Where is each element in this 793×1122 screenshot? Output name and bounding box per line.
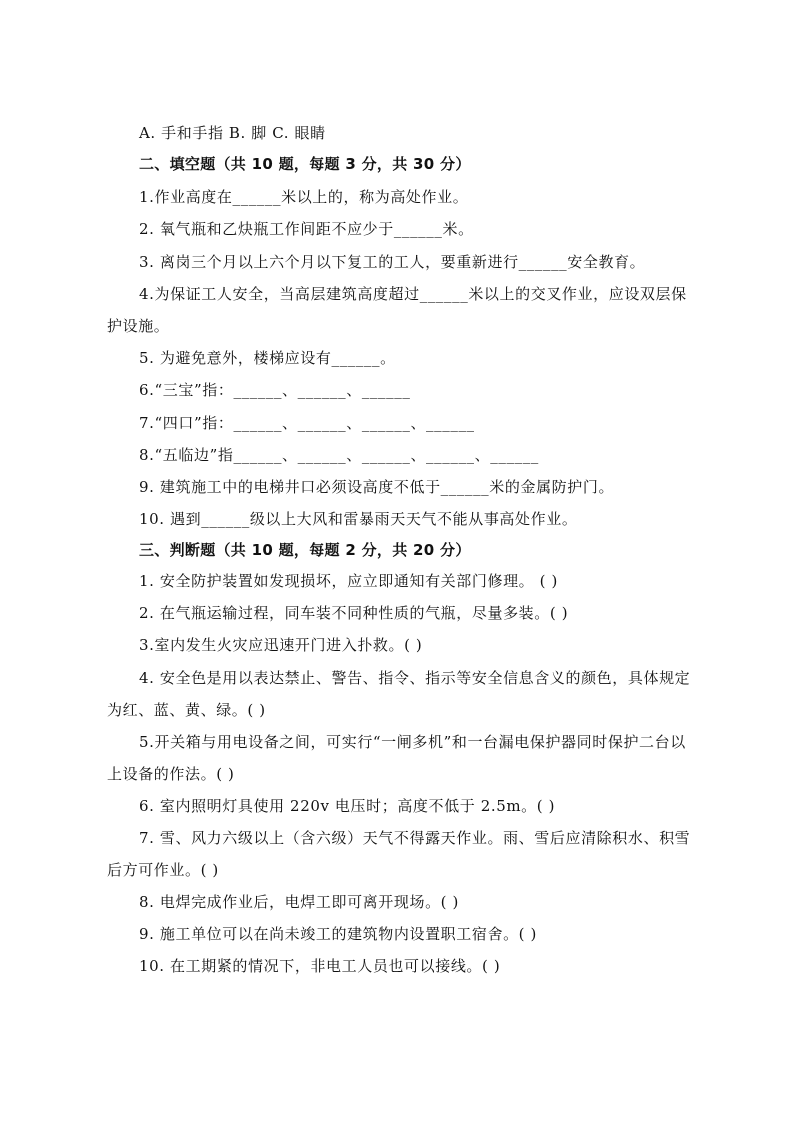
judge-question-7-cont: 后方可作业。( ) <box>107 861 219 879</box>
judge-question-3: 3.室内发生火灾应迅速开门进入扑救。( ) <box>139 636 423 654</box>
fill-question-4: 4.为保证工人安全，当高层建筑高度超过______米以上的交叉作业，应设双层保 <box>139 285 687 303</box>
judge-question-6: 6. 室内照明灯具使用 220v 电压时；高度不低于 2.5m。( ) <box>139 797 556 815</box>
fill-question-1: 1.作业高度在______米以上的，称为高处作业。 <box>139 188 469 206</box>
judge-question-2: 2. 在气瓶运输过程，同车装不同种性质的气瓶，尽量多装。( ) <box>139 604 569 622</box>
judge-question-1: 1. 安全防护装置如发现损坏，应立即通知有关部门修理。 ( ) <box>139 572 558 590</box>
fill-question-8: 8.“五临边”指______、______、______、______、______ <box>139 446 539 464</box>
judge-question-10: 10. 在工期紧的情况下，非电工人员也可以接线。( ) <box>139 957 501 975</box>
fill-question-7: 7.“四口”指：______、______、______、______ <box>139 414 475 432</box>
fill-question-4-cont: 护设施。 <box>107 317 170 335</box>
judge-question-8: 8. 电焊完成作业后，电焊工即可离开现场。( ) <box>139 893 459 911</box>
judge-question-9: 9. 施工单位可以在尚未竣工的建筑物内设置职工宿舍。( ) <box>139 925 537 943</box>
fill-question-10: 10. 遇到______级以上大风和雷暴雨天天气不能从事高处作业。 <box>139 510 578 528</box>
judge-question-5: 5.开关箱与用电设备之间，可实行“一闸多机”和一台漏电保护器同时保护二台以 <box>139 733 686 751</box>
fill-question-9: 9. 建筑施工中的电梯井口必须设高度不低于______米的金属防护门。 <box>139 478 615 496</box>
judge-question-7: 7. 雪、风力六级以上（含六级）天气不得露天作业。雨、雪后应清除积水、积雪 <box>139 829 691 847</box>
fill-question-6: 6.“三宝”指：______、______、______ <box>139 381 411 399</box>
section3-heading: 三、判断题（共 10 题，每题 2 分，共 20 分） <box>139 541 471 559</box>
fill-question-2: 2. 氧气瓶和乙炔瓶工作间距不应少于______米。 <box>139 220 474 238</box>
fill-question-3: 3. 离岗三个月以上六个月以下复工的工人，要重新进行______安全教育。 <box>139 253 646 271</box>
fill-question-5: 5. 为避免意外，楼梯应设有______。 <box>139 349 396 367</box>
judge-question-4-cont: 为红、蓝、黄、绿。( ) <box>107 701 266 719</box>
choice-options: A. 手和手指 B. 脚 C. 眼睛 <box>139 124 326 142</box>
judge-question-5-cont: 上设备的作法。( ) <box>107 765 235 783</box>
judge-question-4: 4. 安全色是用以表达禁止、警告、指令、指示等安全信息含义的颜色，具体规定 <box>139 669 691 687</box>
section2-heading: 二、填空题（共 10 题，每题 3 分，共 30 分） <box>139 155 471 173</box>
